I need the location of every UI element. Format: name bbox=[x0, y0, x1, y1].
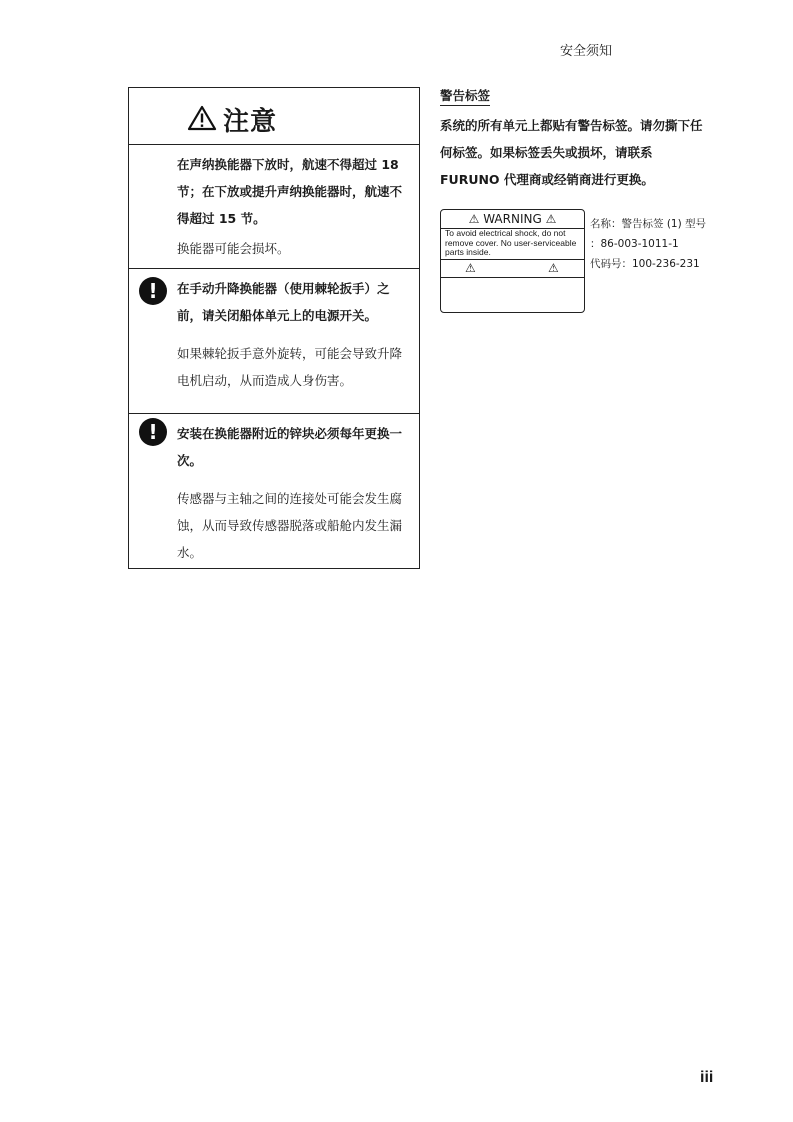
warning-triangle-icon: ⚠ bbox=[465, 261, 476, 275]
warning-label-info bbox=[590, 214, 720, 274]
label-code-line: 代码号：100-236-231 bbox=[590, 258, 700, 270]
page-number: iii bbox=[700, 1069, 714, 1086]
warning-label-heading-row bbox=[441, 210, 584, 229]
caution-section-1 bbox=[129, 145, 419, 268]
caution-section-3 bbox=[129, 413, 419, 570]
caution-header bbox=[129, 88, 419, 145]
warning-triangle-icon: ⚠ bbox=[468, 212, 480, 226]
caution-warning-text: 在声纳换能器下放时，航速不得超过 18 节；在下放或提升声纳换能器时，航速不得超过 15 节。 bbox=[177, 157, 403, 226]
caution-consequence-text: 如果棘轮扳手意外旋转，可能会导致升降电机启动，从而造成人身伤害。 bbox=[177, 346, 403, 388]
warning-label-symbol-row bbox=[441, 259, 584, 278]
warning-label-text: To avoid electrical shock, do not remove cover. No user-serviceable parts inside. bbox=[445, 228, 577, 257]
warning-label-heading: WARNING bbox=[483, 212, 542, 226]
caution-warning-text: 安装在换能器附近的锌块必须每年更换一次。 bbox=[177, 426, 403, 468]
mandatory-action-icon: ! bbox=[139, 277, 167, 305]
warning-label-image bbox=[440, 209, 585, 313]
warning-label-body: 系统的所有单元上都贴有警告标签。请勿撕下任何标签。如果标签丢失或损坏，请联系 FURUNO 代理商或经销商进行更换。 bbox=[440, 118, 703, 187]
caution-consequence-text: 换能器可能会损坏。 bbox=[177, 241, 290, 256]
warning-triangle-icon bbox=[187, 105, 217, 131]
label-name-line: 名称：警告标签 (1) 型号 bbox=[590, 218, 707, 230]
caution-heading: 注意 bbox=[223, 107, 278, 137]
mandatory-action-icon: ! bbox=[139, 418, 167, 446]
caution-warning-text: 在手动升降换能器（使用棘轮扳手）之前，请关闭船体单元上的电源开关。 bbox=[177, 281, 390, 323]
caution-box bbox=[128, 87, 420, 569]
caution-section-2 bbox=[129, 268, 419, 413]
warning-triangle-icon: ⚠ bbox=[548, 261, 559, 275]
warning-label-title: 警告标签 bbox=[440, 86, 490, 106]
page-header-title: 安全须知 bbox=[560, 44, 613, 59]
caution-consequence-text: 传感器与主轴之间的连接处可能会发生腐蚀，从而导致传感器脱落或船舱内发生漏水。 bbox=[177, 491, 403, 560]
label-model-line: ：86-003-1011-1 bbox=[590, 238, 679, 250]
warning-triangle-icon: ⚠ bbox=[545, 212, 557, 226]
